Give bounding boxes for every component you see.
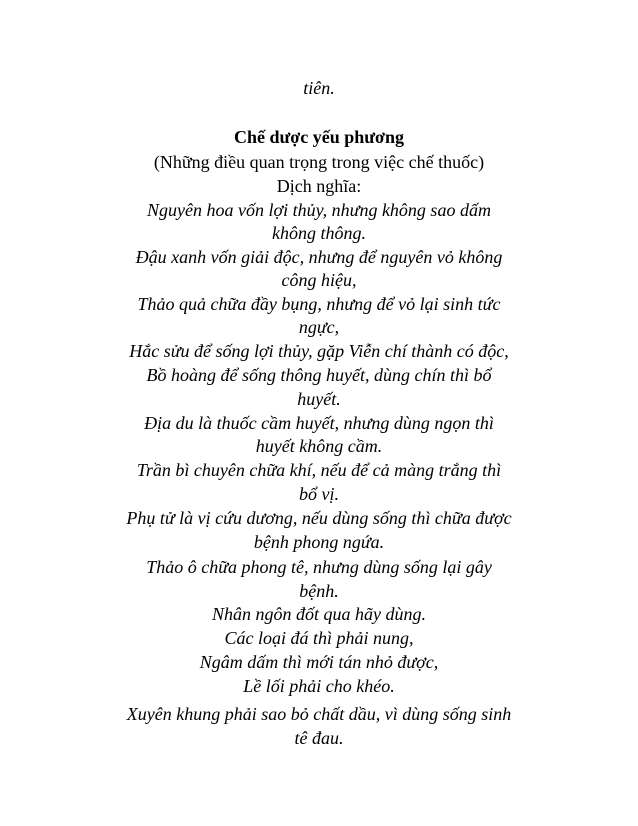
verse-line: Hắc sửu để sống lợi thủy, gặp Viễn chí thành có độc, [129,341,509,361]
verse-line: Xuyên khung phải sao bỏ chất dầu, vì dùng sống sinh [126,704,512,724]
verse-line: công hiệu, [281,270,357,290]
verse-line: tê đau. [294,728,344,748]
verse-line: Đậu xanh vốn giải độc, nhưng để nguyên vỏ không [135,247,503,267]
verse-line: Phụ tử là vị cứu dương, nếu dùng sống thì chữa được [126,508,512,528]
document-subtitle: (Những điều quan trọng trong việc chế thuốc) [153,152,485,172]
verse-line: Thảo quả chữa đầy bụng, nhưng để vỏ lại sinh tức [137,294,501,314]
document-title: Chế dược yếu phương [233,127,405,147]
verse-line: Ngâm dấm thì mới tán nhỏ được, [199,652,439,672]
verse-line: bệnh. [299,581,339,601]
verse-line: huyết. [297,389,341,409]
verse-line: Trần bì chuyên chữa khí, nếu để cả màng trắng thì [136,460,502,480]
verse-line: Thảo ô chữa phong tê, nhưng dùng sống lại gây [146,557,492,577]
verse-line: ngực, [298,317,340,337]
top-fragment: tiên. [303,78,335,98]
verse-line: Bồ hoàng để sống thông huyết, dùng chín thì bổ [146,365,492,385]
verse-line: Nhân ngôn đốt qua hãy dùng. [212,604,426,624]
verse-line: Nguyên hoa vốn lợi thủy, nhưng không sao dấm [147,200,491,220]
verse-line: huyết không cầm. [255,436,383,456]
verse-line: bổ vị. [299,484,339,504]
verse-line: Địa du là thuốc cầm huyết, nhưng dùng ngọn thì [144,413,494,433]
verse-line: Các loại đá thì phải nung, [224,628,414,648]
section-label: Dịch nghĩa: [276,176,362,196]
verse-line: không thông. [272,223,366,243]
verse-line: bệnh phong ngứa. [253,532,385,552]
verse-line: Lề lối phải cho khéo. [243,676,395,696]
